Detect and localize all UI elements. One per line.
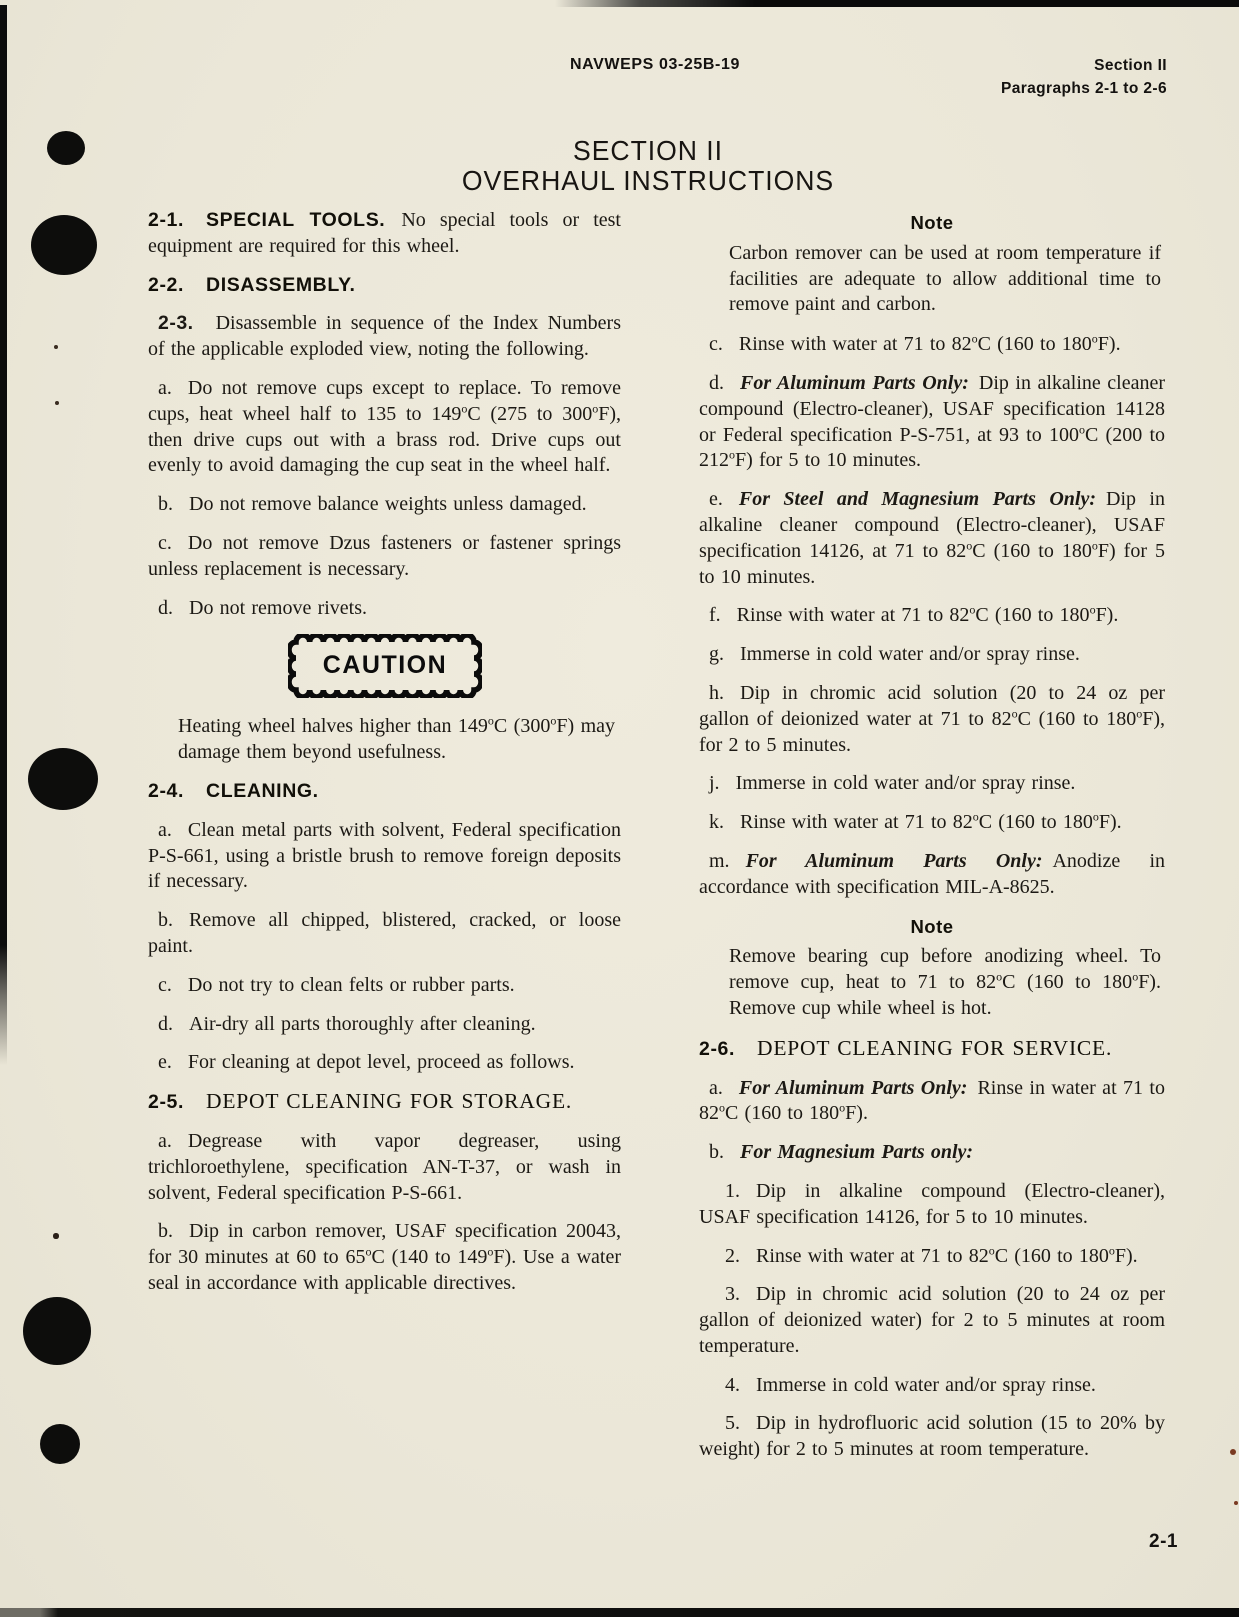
right-item-h — [699, 681, 1165, 758]
right-item-k — [699, 810, 1165, 836]
section-heading-2-1 — [148, 208, 621, 260]
right-item-b — [699, 1140, 1165, 1166]
degree-symbol: o — [487, 1244, 494, 1259]
item-label: 3. — [725, 1283, 740, 1306]
punch-hole-4 — [23, 1297, 91, 1365]
item-text: Dip in chromic acid solution (20 to 24 oz per gallon of deionized water) for 2 to 5 minutes at room temperature. — [699, 1283, 1165, 1357]
punch-hole-5 — [40, 1424, 80, 1464]
scan-speck-5 — [1234, 1501, 1238, 1505]
section-title: DISASSEMBLY. — [206, 273, 356, 296]
item-text: Do not remove rivets. — [189, 596, 368, 619]
caution-label: CAUTION — [322, 651, 448, 680]
item-text: Anodize in accordance with specification MIL-A-8625. — [699, 849, 1165, 898]
item-lead: For Aluminum Parts Only: — [738, 1076, 968, 1099]
degree-symbol: o — [972, 809, 979, 824]
item-label: a. — [158, 376, 172, 399]
note-text: Remove bearing cup before anodizing wheel. To remove cup, heat to 71 to 82$^o$C (160 to 180$^o$F). Remove cup while wheel is hot. — [729, 945, 1161, 1019]
item-label: f. — [709, 604, 721, 627]
degree-symbol: o — [1092, 809, 1099, 824]
note-block — [699, 914, 1165, 1022]
scan-edge-top — [0, 0, 1239, 7]
scan-speck-2 — [55, 401, 59, 405]
item-text: Rinse in water at 71 to 82$^o$C (160 to 180$^o$F). — [699, 1076, 1165, 1125]
punch-hole-3 — [28, 748, 98, 810]
scan-edge-bottom — [0, 1608, 1239, 1617]
degree-symbol: o — [1132, 969, 1139, 984]
right-item-c — [699, 332, 1165, 358]
item-text: Do not remove Dzus fasteners or fastener springs unless replacement is necessary. — [148, 531, 621, 580]
left-item-b — [148, 492, 621, 518]
left-item-b — [148, 1219, 621, 1296]
item-lead: For Aluminum Parts Only: — [745, 849, 1043, 872]
item-text: Rinse with water at 71 to 82$^o$C (160 to 180$^o$F). — [740, 809, 1122, 834]
title-line1: SECTION II — [573, 135, 723, 166]
item-label: b. — [158, 909, 173, 932]
degree-symbol: o — [988, 1242, 995, 1257]
degree-symbol: o — [1078, 421, 1085, 436]
item-label: e. — [709, 488, 723, 511]
section-number: 2-1. — [148, 209, 185, 231]
section-title: DEPOT CLEANING FOR SERVICE. — [757, 1035, 1113, 1060]
item-label: 4. — [725, 1373, 740, 1396]
left-item-d — [148, 596, 621, 622]
item-label: h. — [709, 681, 724, 704]
item-text: Rinse with water at 71 to 82$^o$C (160 to 180$^o$F). — [756, 1242, 1138, 1267]
note-text: Carbon remover can be used at room temperature if facilities are adequate to allow additional time to remove paint and carbon. — [729, 241, 1161, 316]
item-label: a. — [158, 818, 172, 841]
degree-symbol: o — [365, 1244, 372, 1259]
section-heading-2-2 — [148, 273, 621, 299]
degree-symbol: o — [839, 1100, 846, 1115]
item-label: d. — [158, 596, 173, 619]
item-text: Dip in alkaline cleaner compound (Electro-cleaner), USAF specification 14128 or Federal specification P-S-751, at 93 to 100$^o$C (200 to 212$^o$F) for 5 to 10 minutes. — [699, 371, 1166, 472]
section-title: CLEANING. — [206, 779, 319, 802]
section-number: 2-2. — [148, 273, 185, 296]
degree-symbol: o — [1091, 331, 1098, 346]
degree-symbol: o — [592, 401, 599, 416]
right-item-1 — [699, 1179, 1165, 1231]
right-item-j — [699, 771, 1165, 797]
caution-text: Heating wheel halves higher than 149$^o$C (300$^o$F) may damage them beyond usefulness. — [178, 713, 616, 764]
right-item-e — [699, 487, 1165, 590]
degree-symbol: o — [1089, 602, 1096, 617]
item-text: Dip in alkaline cleaner compound (Electro-cleaner), USAF specification 14126, at 71 to 82$^o$C (160 to 180$^o$F) for 5 to 10 minutes. — [699, 488, 1165, 588]
punch-hole-2 — [31, 215, 97, 275]
right-column — [699, 208, 1165, 1476]
title-line2: OVERHAUL INSTRUCTIONS — [461, 165, 835, 196]
item-label: g. — [709, 643, 724, 666]
degree-symbol: o — [487, 713, 494, 728]
item-text: Disassemble in sequence of the Index Numbers of the applicable exploded view, noting the following. — [148, 312, 621, 361]
item-label: k. — [709, 811, 724, 834]
section-heading-2-5 — [148, 1089, 621, 1116]
item-text: Dip in hydrofluoric acid solution (15 to 20% by weight) for 2 to 5 minutes at room temperature. — [699, 1412, 1165, 1461]
left-item-d — [148, 1012, 621, 1038]
doc-number: NAVWEPS 03-25B-19 — [570, 56, 740, 73]
item-text: Rinse with water at 71 to 82$^o$C (160 to 180$^o$F). — [736, 602, 1119, 627]
item-label: 2-3. — [158, 312, 194, 335]
item-text: Remove all chipped, blistered, cracked, or loose paint. — [148, 909, 621, 957]
item-text: Rinse with water at 71 to 82$^o$C (160 to 180$^o$F). — [738, 331, 1121, 356]
note-heading: Note — [910, 915, 954, 937]
right-item-a — [699, 1076, 1165, 1128]
header-right — [1001, 54, 1167, 100]
note-heading: Note — [910, 212, 954, 233]
item-text: Do not remove cups except to replace. To remove cups, heat wheel half to 135 to 149$^o$C (275 to 300$^o$F), then drive cups out with a brass rod. Drive cups out evenly to avoid damaging the cup seat in the wheel half. — [148, 376, 621, 477]
item-label: 1. — [725, 1179, 740, 1202]
section-title: SPECIAL TOOLS. — [206, 209, 386, 231]
degree-symbol: o — [1136, 706, 1143, 721]
left-item-a — [148, 818, 621, 895]
item-text: Degrease with vapor degreaser, using trichloroethylene, specification AN-T-37, or wash in solvent, Federal specification P-S-661. — [148, 1129, 621, 1204]
item-label: a. — [158, 1129, 172, 1152]
item-label: e. — [158, 1051, 172, 1074]
section-heading-2-4 — [148, 779, 621, 805]
item-text: Dip in alkaline compound (Electro-cleaner), USAF specification 14126, for 5 to 10 minutes. — [699, 1179, 1165, 1228]
section-title: DEPOT CLEANING FOR STORAGE. — [206, 1089, 573, 1114]
note-block — [699, 210, 1165, 318]
item-text: Immerse in cold water and/or spray rinse. — [735, 772, 1076, 795]
right-item-d — [699, 371, 1165, 474]
degree-symbol: o — [1108, 1242, 1115, 1257]
left-item-c — [148, 973, 621, 999]
item-text: Do not try to clean felts or rubber parts. — [187, 973, 515, 996]
item-label: d. — [709, 371, 724, 394]
degree-symbol: o — [461, 401, 468, 416]
item-text: Air-dry all parts thoroughly after cleaning. — [189, 1012, 536, 1035]
left-column — [148, 208, 621, 1310]
section-number: 2-4. — [148, 779, 185, 802]
left-item-a — [148, 1129, 621, 1206]
degree-symbol: o — [1091, 538, 1098, 553]
header-paragraphs: Paragraphs 2-1 to 2-6 — [1000, 80, 1167, 97]
scan-speck-1 — [54, 345, 58, 349]
item-label: m. — [709, 849, 730, 872]
item-text: Do not remove balance weights unless damaged. — [189, 493, 587, 516]
degree-symbol: o — [729, 447, 735, 462]
caution-box — [288, 634, 482, 698]
left-item-a — [148, 376, 621, 479]
right-item-4 — [699, 1373, 1165, 1399]
page-number: 2-1 — [1149, 1531, 1178, 1552]
degree-symbol: o — [550, 713, 557, 728]
degree-symbol: o — [969, 602, 976, 617]
item-text: For cleaning at depot level, proceed as follows. — [187, 1051, 575, 1074]
item-text: Clean metal parts with solvent, Federal specification P-S-661, using a bristle brush to remove foreign deposits if necessary. — [148, 818, 621, 893]
item-label: c. — [158, 531, 172, 554]
section-number: 2-5. — [148, 1091, 185, 1114]
left-item-2-3 — [148, 311, 621, 363]
item-text: Dip in chromic acid solution (20 to 24 oz per gallon of deionized water at 71 to 82$^o$C (160 to 180$^o$F), for 2 to 5 minutes. — [699, 681, 1165, 756]
item-label: c. — [158, 973, 172, 996]
left-item-b — [148, 908, 621, 960]
item-text: Dip in carbon remover, USAF specification 20043, for 30 minutes at 60 to 65$^o$C (140 to 149$^o$F). Use a water seal in accordance with applicable directives. — [148, 1220, 622, 1294]
degree-symbol: o — [719, 1100, 725, 1115]
item-lead: For Steel and Magnesium Parts Only: — [738, 488, 1097, 511]
item-text: Immerse in cold water and/or spray rinse. — [756, 1373, 1096, 1396]
right-item-2 — [699, 1244, 1165, 1270]
degree-symbol: o — [971, 331, 978, 346]
section-number: 2-6. — [699, 1037, 736, 1060]
item-label: 5. — [725, 1412, 740, 1435]
item-label: c. — [709, 333, 723, 356]
left-item-e — [148, 1050, 621, 1076]
right-item-g — [699, 642, 1165, 668]
scan-speck-4 — [1230, 1449, 1236, 1455]
section-run-in-text: No special tools or test equipment are required for this wheel. — [148, 209, 621, 257]
header-section: Section II — [1094, 57, 1167, 74]
right-item-f — [699, 603, 1165, 629]
item-label: j. — [709, 772, 720, 795]
item-label: a. — [709, 1076, 723, 1099]
item-label: 2. — [725, 1244, 740, 1267]
degree-symbol: o — [1011, 706, 1018, 721]
right-item-3 — [699, 1282, 1165, 1359]
degree-symbol: o — [996, 969, 1003, 984]
scan-edge-left — [0, 5, 7, 1065]
degree-symbol: o — [966, 538, 973, 553]
item-label: b. — [158, 493, 173, 516]
left-item-c — [148, 531, 621, 583]
punch-hole-1 — [47, 131, 85, 165]
right-item-5 — [699, 1411, 1165, 1463]
item-lead: For Magnesium Parts only: — [740, 1141, 974, 1164]
page-title — [363, 136, 933, 196]
item-label: d. — [158, 1012, 173, 1035]
item-label: b. — [158, 1220, 173, 1243]
item-label: b. — [709, 1141, 724, 1164]
section-heading-2-6 — [699, 1036, 1165, 1063]
scan-speck-3 — [53, 1233, 58, 1238]
item-text: Immerse in cold water and/or spray rinse. — [740, 643, 1080, 666]
item-lead: For Aluminum Parts Only: — [740, 371, 969, 394]
right-item-m — [699, 849, 1165, 901]
